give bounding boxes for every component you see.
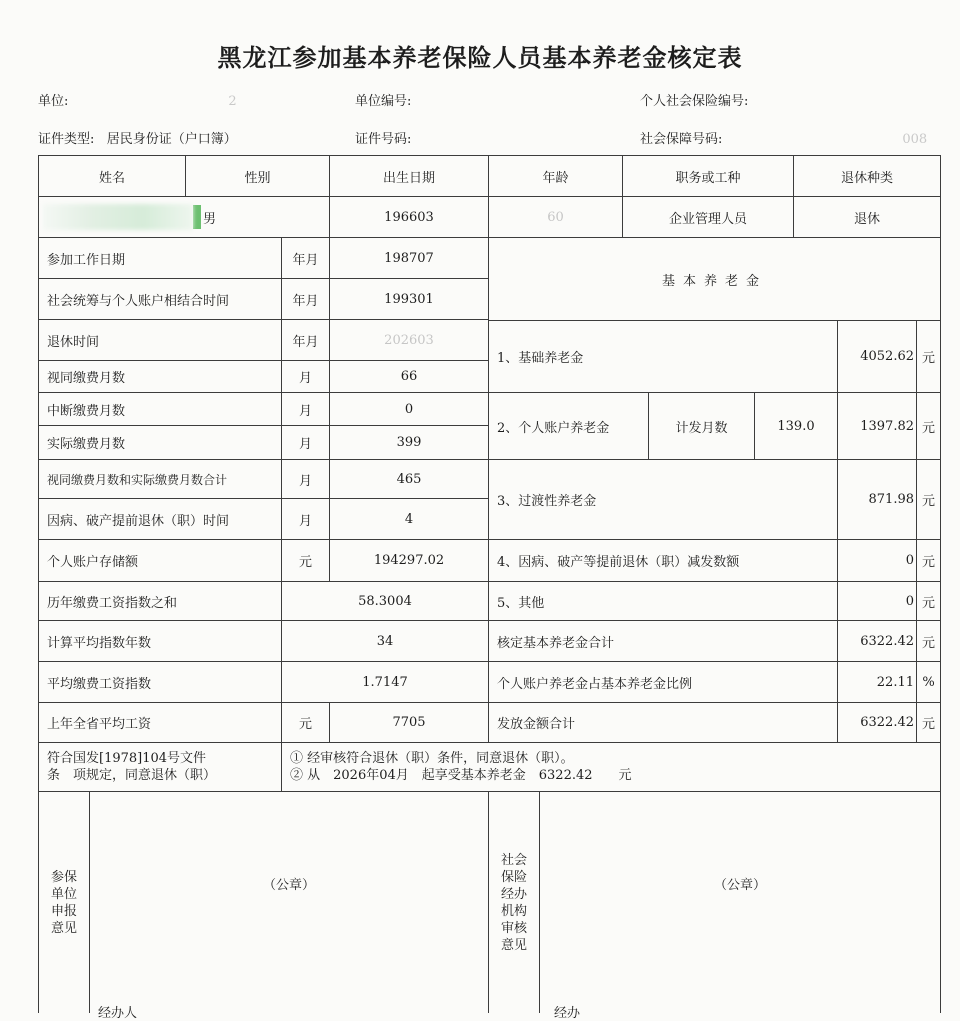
transition-pension-unit: 元	[916, 459, 941, 540]
retire-time-unit: 年月	[281, 319, 330, 361]
retire-type-value: 退休	[793, 196, 941, 238]
interrupt-months-label: 中断缴费月数	[38, 392, 282, 426]
form-title: 黑龙江参加基本养老保险人员基本养老金核定表	[217, 44, 743, 72]
payout-months-label: 计发月数	[648, 392, 755, 460]
approval-basis-line2: 条 项规定，同意退休（职）	[47, 768, 217, 783]
reduction-value: 0	[837, 539, 917, 582]
total-months-value: 465	[329, 459, 489, 499]
retire-type-header: 退休种类	[793, 155, 941, 197]
transition-pension-value: 871.98	[837, 459, 917, 540]
employer-opinion-area	[89, 791, 489, 1021]
deemed-months-label: 视同缴费月数	[38, 360, 282, 393]
approval-basis-line1: 符合国发[1978]104号文件	[47, 751, 207, 766]
id-type: 证件类型: 居民身份证（户口簿）	[38, 132, 237, 147]
deemed-months-unit: 月	[281, 360, 330, 393]
ratio-unit: %	[916, 661, 941, 703]
employer-handler-label: 经办人	[98, 1006, 138, 1021]
position-value: 企业管理人员	[622, 196, 794, 238]
unit-no-label: 单位编号:	[355, 94, 412, 109]
reduction-label: 4、因病、破产等提前退休（职）减发数额	[488, 539, 838, 582]
actual-months-unit: 月	[281, 425, 330, 460]
early-retire-time-value: 4	[329, 498, 489, 540]
early-retire-time-unit: 月	[281, 498, 330, 540]
position-header: 职务或工种	[622, 155, 794, 197]
other-label: 5、其他	[488, 581, 838, 621]
approval-notes	[281, 742, 941, 792]
payout-total-label: 发放金额合计	[488, 702, 838, 743]
retire-time-label: 退休时间	[38, 319, 282, 361]
other-unit: 元	[916, 581, 941, 621]
deemed-months-value: 66	[329, 360, 489, 393]
employer-seal-label: （公章）	[262, 878, 315, 893]
actual-months-label: 实际缴费月数	[38, 425, 282, 460]
employer-opinion-label: 参保 单位 申报 意见	[38, 791, 90, 1013]
ratio-value: 22.11	[837, 661, 917, 703]
work-start-label: 参加工作日期	[38, 237, 282, 279]
total-pension-unit: 元	[916, 620, 941, 662]
redaction-blur	[43, 204, 193, 230]
early-retire-time-label: 因病、破产提前退休（职）时间	[38, 498, 282, 540]
combine-time-unit: 年月	[281, 278, 330, 320]
birth-value: 196603	[329, 196, 489, 238]
payout-months-value: 139.0	[754, 392, 838, 460]
combine-time-value: 199301	[329, 278, 489, 320]
approval-note-2: ② 从 2026年04月 起享受基本养老金 6322.42 元	[290, 768, 632, 783]
avg-index-years-value: 34	[281, 620, 489, 662]
pension-heading: 基本养老金	[488, 237, 941, 321]
birth-header: 出生日期	[329, 155, 489, 197]
agency-opinion-area	[539, 791, 941, 1021]
basic-pension-unit: 元	[916, 320, 941, 393]
other-value: 0	[837, 581, 917, 621]
personal-pension-label: 2、个人账户养老金	[488, 392, 649, 460]
account-balance-unit: 元	[281, 539, 330, 582]
avg-index-years-label: 计算平均指数年数	[38, 620, 282, 662]
personal-pension-unit: 元	[916, 392, 941, 460]
total-months-unit: 月	[281, 459, 330, 499]
account-balance-value: 194297.02	[329, 539, 489, 582]
account-balance-label: 个人账户存储额	[38, 539, 282, 582]
basic-pension-label: 1、基础养老金	[488, 320, 838, 393]
interrupt-months-value: 0	[329, 392, 489, 426]
approval-basis	[38, 742, 282, 792]
name-header: 姓名	[38, 155, 186, 197]
work-start-unit: 年月	[281, 237, 330, 279]
avg-index-value: 1.7147	[281, 661, 489, 703]
unit-label: 单位: 2	[38, 94, 237, 109]
prov-avg-wage-unit: 元	[281, 702, 330, 743]
total-pension-label: 核定基本养老金合计	[488, 620, 838, 662]
name-value-redacted	[38, 196, 330, 238]
payout-total-value: 6322.42	[837, 702, 917, 743]
agency-opinion-label: 社会 保险 经办 机构 审核 意见	[488, 791, 540, 1013]
approval-note-1: ① 经审核符合退休（职）条件，同意退休（职）。	[290, 751, 574, 766]
index-sum-label: 历年缴费工资指数之和	[38, 581, 282, 621]
interrupt-months-unit: 月	[281, 392, 330, 426]
personal-pension-value: 1397.82	[837, 392, 917, 460]
agency-seal-label: （公章）	[713, 878, 766, 893]
work-start-value: 198707	[329, 237, 489, 279]
total-months-label: 视同缴费月数和实际缴费月数合计	[38, 459, 282, 499]
gender-value: 男	[203, 211, 217, 227]
payout-total-unit: 元	[916, 702, 941, 743]
gender-header: 性别	[185, 155, 330, 197]
agency-handler-label: 经办	[554, 1006, 581, 1021]
transition-pension-label: 3、过渡性养老金	[488, 459, 838, 540]
actual-months-value: 399	[329, 425, 489, 460]
ss-no: 社会保障号码: 008	[640, 132, 928, 147]
age-header: 年龄	[488, 155, 623, 197]
avg-index-label: 平均缴费工资指数	[38, 661, 282, 703]
ratio-label: 个人账户养老金占基本养老金比例	[488, 661, 838, 703]
id-no-label: 证件号码:	[355, 132, 412, 147]
prov-avg-wage-value: 7705	[329, 702, 489, 743]
redaction-mark	[193, 205, 201, 229]
prov-avg-wage-label: 上年全省平均工资	[38, 702, 282, 743]
age-value: 60	[488, 196, 623, 238]
basic-pension-value: 4052.62	[837, 320, 917, 393]
total-pension-value: 6322.42	[837, 620, 917, 662]
personal-si-no-label: 个人社会保险编号:	[640, 94, 749, 109]
retire-time-value: 202603	[329, 319, 489, 361]
reduction-unit: 元	[916, 539, 941, 582]
index-sum-value: 58.3004	[281, 581, 489, 621]
combine-time-label: 社会统筹与个人账户相结合时间	[38, 278, 282, 320]
